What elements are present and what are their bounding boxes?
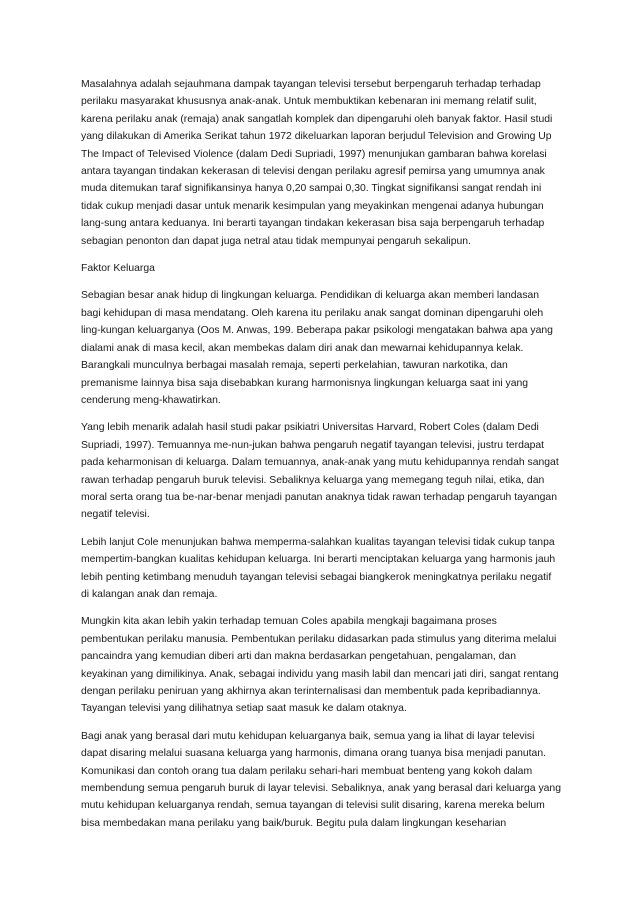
document-body (81, 76, 561, 842)
section-heading-faktor-keluarga: Faktor Keluarga (81, 263, 155, 275)
paragraph-family-environment: Sebagian besar anak hidup di lingkungan keluarga. Pendidikan di keluarga akan memberi landasan bagi kehidupan di masa mendatang. Oleh karena itu perilaku anak sangat dominan dipengaruhi oleh ling-kungan keluarganya (Oos M. Anwas, 199. Beberapa pakar psikologi mengatakan bahwa apa yang dialami anak di masa kecil, akan membekas dalam diri anak dan mewarnai kehidupannya kelak. Barangkali munculnya berbagai masalah remaja, seperti perkelahian, tawuran narkotika, dan premanisme lainnya bisa saja disebabkan kurang harmonisnya lingkungan keluarga saat ini yang cenderung meng-khawatirkan. (81, 290, 553, 406)
paragraph-cole-findings: Lebih lanjut Cole menunjukan bahwa memperma-salahkan kualitas tayangan televisi tidak cukup tanpa mempertim-bangkan kualitas kehidupan keluarga. Ini berarti menciptakan keluarga yang harmonis jauh lebih penting ketimbang menuduh tayangan televisi sebagai biangkerok meningkatnya perilaku negatif di kalangan anak dan remaja. (81, 536, 556, 600)
paragraph-behavior-formation: Mungkin kita akan lebih yakin terhadap temuan Coles apabila mengkaji bagaimana proses pembentukan perilaku manusia. Pembentukan perilaku didasarkan pada stimulus yang diterima melalui pancaindra yang kemudian diberi arti dan makna berdasarkan pengetahuan, pengalaman, dan keyakinan yang dimilikinya. Anak, sebagai individu yang masih labil dan mencari jati diri, sangat rentang dengan perilaku peniruan yang akhirnya akan terinternalisasi dan membentuk pada kepribadiannya. Tayangan televisi yang dilihatnya setiap saat masuk ke dalam otaknya. (81, 616, 559, 715)
paragraph-family-quality: Bagi anak yang berasal dari mutu kehidupan keluarganya baik, semua yang ia lihat di layar televisi dapat disaring melalui suasana keluarga yang harmonis, dimana orang tuanya bisa menjadi panutan. Komunikasi dan contoh orang tua dalam perilaku sehari-hari membuat benteng yang kokoh dalam membendung semua pengaruh buruk di layar televisi. Sebaliknya, anak yang berasal dari keluarga yang mutu kehidupan keluarganya rendah, semua tayangan di televisi sulit disaring, karena mereka belum bisa membedakan mana perilaku yang baik/buruk. Begitu pula dalam lingkungan keseharian (81, 730, 561, 829)
paragraph-television-impact: Masalahnya adalah sejauhmana dampak tayangan televisi tersebut berpengaruh terhadap terhadap perilaku masyarakat khususnya anak-anak. Untuk membuktikan kebenaran ini memang relatif sulit, karena perilaku anak (remaja) anak sangatlah komplek dan dipengaruhi oleh banyak faktor. Hasil studi yang dilakukan di Amerika Serikat tahun 1972 dikeluarkan laporan berjudul Television and Growing Up The Impact of Televised Violence (dalam Dedi Supriadi, 1997) menunjukan gambaran bahwa korelasi antara tayangan tindakan kekerasan di televisi dengan perilaku agresif pemirsa yang umumnya anak muda ditemukan taraf signifikansinya hanya 0,20 sampai 0,30. Tingkat signifikansi sangat rendah ini tidak cukup menjadi dasar untuk menarik kesimpulan yang meyakinkan mengenai adanya hubungan lang-sung antara keduanya. Ini berarti tayangan tindakan kekerasan bisa saja berpengaruh terhadap sebagian penonton dan dapat juga netral atau tidak mempunyai pengaruh sekalipun. (81, 79, 553, 247)
paragraph-harvard-study: Yang lebih menarik adalah hasil studi pakar psikiatri Universitas Harvard, Robert Coles (dalam Dedi Supriadi, 1997). Temuannya me-nun-jukan bahwa pengaruh negatif tayangan televisi, justru terdapat pada keharmonisan di keluarga. Dalam temuannya, anak-anak yang mutu kehidupannya rendah sangat rawan terhadap pengaruh buruk televisi. Sebaliknya keluarga yang memegang teguh nilai, etika, dan moral serta orang tua be-nar-benar menjadi panutan anaknya tidak rawan terhadap pengaruh tayangan negatif televisi. (81, 422, 559, 521)
